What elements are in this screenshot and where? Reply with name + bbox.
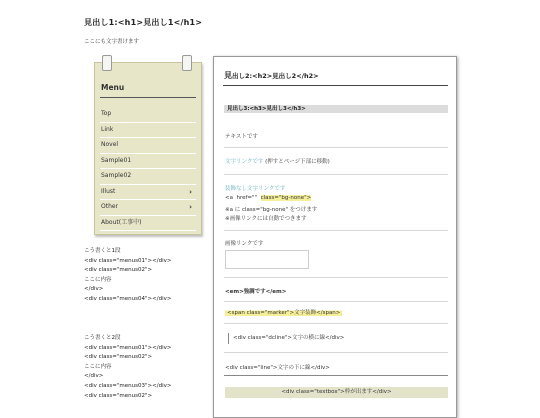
menu-list (100, 107, 196, 231)
paper-clip-icon (102, 55, 112, 71)
code-line: ここに内容 (84, 276, 112, 283)
menu-item-about[interactable] (100, 216, 196, 232)
code-line: <div class="menus03"></div> (84, 382, 172, 389)
link-row (225, 157, 330, 165)
divider (224, 352, 448, 353)
code-line: こう書くと2段 (84, 335, 121, 341)
main-content-panel (213, 56, 457, 418)
menu-item-label: Other (101, 203, 119, 210)
image-link-placeholder[interactable] (225, 250, 309, 269)
bg-none-code (225, 195, 311, 201)
page-subtext: ここにも文字書けます (84, 39, 140, 45)
link-note: (押すとページ下部に移動) (263, 159, 330, 165)
divider (224, 230, 448, 231)
menu-item-sample01[interactable] (100, 154, 196, 170)
menu-item-label: Top (101, 110, 112, 117)
divider (224, 277, 448, 278)
menu-item-link[interactable] (100, 123, 196, 139)
marker-example: <span class="marker">文字装飾</span> (227, 310, 341, 316)
em-example: <em>強調です</em> (225, 289, 287, 295)
menu-item-label: Sample01 (101, 156, 132, 164)
code-line: <div class="menus01"></div> (84, 257, 172, 264)
code-note-block-2 (84, 334, 171, 401)
chevron-right-icon: › (189, 203, 192, 211)
divider (224, 323, 448, 324)
menu-item-label: About(工事中) (101, 218, 142, 226)
divider (224, 301, 448, 302)
textbox-example: <div class="textbox">枠が出ます</div> (225, 387, 448, 398)
menu-item-novel[interactable] (100, 138, 196, 154)
menu-item-label: Sample02 (101, 172, 132, 179)
bg-none-code-prefix: <a href="" (225, 195, 261, 201)
plain-link-bg-none[interactable]: 装飾なし文字リンクです (225, 186, 286, 192)
heading-h3: 見出し3:<h3>見出し3</h3> (224, 105, 448, 113)
bg-none-note-1: ※a に class="bg-none" をつけます (225, 207, 318, 213)
line-underline (224, 375, 448, 376)
bg-none-code-highlight: class="bg-none"> (260, 195, 312, 201)
page-heading-h1: 見出し1:<h1>見出し1</h1> (84, 18, 203, 27)
dcline-example: <div class="dcline">文字の横に線</div> (228, 333, 344, 344)
menu-divider (100, 97, 196, 98)
menu-item-illust[interactable] (100, 185, 196, 201)
divider (224, 147, 448, 148)
plain-text: テキストです (225, 134, 258, 140)
code-line: こう書くと1段 (84, 248, 121, 254)
image-link-label: 画像リンクです (225, 241, 264, 247)
menu-item-label: Novel (101, 141, 119, 148)
code-line: </div> (84, 286, 104, 293)
menu-item-sample02[interactable] (100, 169, 196, 185)
code-line: <div class="menus02"> (84, 354, 153, 361)
code-note-block-1 (84, 247, 171, 305)
text-link[interactable]: 文字リンクです (225, 159, 264, 165)
code-line: <div class="menus01"></div> (84, 344, 172, 351)
sidebar-menu (94, 62, 202, 235)
paper-clip-icon (182, 55, 192, 71)
code-line: <div class="menus04"></div> (84, 295, 172, 302)
menu-title: Menu (101, 83, 125, 92)
code-line: </div> (84, 373, 104, 380)
menu-item-label: Illust (101, 187, 116, 195)
bg-none-note-2: ※画像リンクには自動でつきます (225, 216, 307, 222)
code-line: ここに内容 (84, 363, 112, 370)
code-line: <div class="menus02"> (84, 392, 153, 399)
chevron-right-icon: › (189, 187, 192, 196)
menu-item-other[interactable] (100, 200, 196, 216)
menu-item-top[interactable] (100, 107, 196, 123)
heading-h2-rest: 出し2:<h2>見出し2</h2> (232, 72, 319, 80)
line-example: <div class="line">文字の下に線</div> (225, 365, 330, 371)
heading-h2-underline (223, 85, 448, 86)
heading-h2-first-char: 見 (224, 71, 232, 80)
divider (224, 174, 448, 175)
heading-h2 (224, 70, 448, 81)
code-line: <div class="menus02"> (84, 267, 153, 274)
menu-item-label: Link (101, 125, 114, 133)
